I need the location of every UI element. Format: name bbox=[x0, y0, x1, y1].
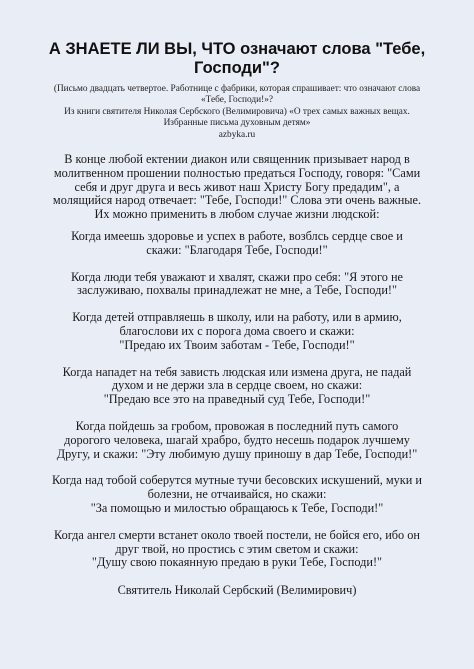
source-note-line: «Тебе, Господи!»? bbox=[201, 95, 273, 106]
paragraph-health bbox=[30, 230, 444, 258]
text-line: заслуживаю, похвалы принадлежат не мне, а Тебе, Господи!" bbox=[76, 283, 398, 298]
text-line: благослови их с порога дома своего и скажи: bbox=[119, 324, 355, 338]
source-note bbox=[30, 84, 444, 141]
paragraph-children bbox=[30, 311, 444, 352]
text-line: молитвенном прошении полностью предаться Господу, говоря: "Сами bbox=[53, 165, 421, 180]
paragraph-temptation bbox=[30, 474, 444, 515]
title-line: Господи"? bbox=[194, 59, 280, 77]
text-line: Когда ангел смерти встанет около твоей постели, не бойся его, ибо он bbox=[53, 527, 421, 542]
page-title bbox=[30, 40, 444, 78]
source-note-line: Избранные письма духовным детям» bbox=[163, 118, 311, 129]
text-line: Когда пойдешь за гробом, провожая в последний путь самого bbox=[75, 418, 399, 433]
source-url: azbyka.ru bbox=[218, 129, 256, 140]
text-line: молящийся народ отвечает: "Тебе, Господи!" Слова эти очень важные. bbox=[52, 193, 422, 208]
text-line: "За помощью и милостью обращаюсь к Тебе, Господи!" bbox=[90, 500, 384, 515]
text-line: "Душу свою покаянную предаю в руки Тебе, Господи!" bbox=[91, 555, 383, 570]
text-line: духом и не держи зла в сердце своем, но скажи: bbox=[111, 378, 363, 393]
text-line: болезни, не отчаивайся, но скажи: bbox=[147, 487, 327, 502]
paragraph-funeral bbox=[30, 420, 444, 461]
text-line: В конце любой ектении диакон или священник призывает народ в bbox=[64, 152, 410, 167]
text-line: "Предаю их Твоим заботам - Тебе, Господи!" bbox=[119, 337, 355, 352]
paragraph-praise bbox=[30, 271, 444, 299]
signature: Святитель Николай Сербский (Велимирович) bbox=[117, 583, 357, 598]
source-note-line: Из книги святителя Николая Сербского (Велимировича) «О трех самых важных вещах. bbox=[64, 106, 410, 117]
text-line: Когда люди тебя уважают и хвалят, скажи про себя: "Я этого не bbox=[70, 269, 404, 284]
text-line: Когда нападет на тебя зависть людская или измена друга, не падай bbox=[62, 364, 412, 379]
title-line: А ЗНАЕТЕ ЛИ ВЫ, ЧТО означают слова "Тебе, bbox=[48, 40, 426, 58]
paragraph-intro bbox=[30, 153, 444, 222]
text-line: Их можно применить в любом случае жизни людской: bbox=[94, 207, 380, 222]
text-line: скажи: "Благодаря Тебе, Господи!" bbox=[146, 242, 328, 257]
source-note-line: (Письмо двадцать четвертое. Работнице с фабрики, которая спрашивает: что означают слова bbox=[53, 84, 421, 94]
text-line: дорогого человека, шагай храбро, будто несешь подарок лучшему bbox=[64, 432, 410, 447]
text-line: себя и друг друга и весь живот наш Христу Богу предадим", а bbox=[74, 179, 400, 194]
text-line: Когда над тобой соберутся мутные тучи бесовских искушений, муки и bbox=[51, 473, 422, 488]
letter-body bbox=[30, 153, 444, 570]
paragraph-death bbox=[30, 529, 444, 570]
text-line: друг твой, но простись с этим светом и скажи: bbox=[115, 541, 359, 556]
text-line: "Предаю все это на праведный суд Тебе, Господи!" bbox=[103, 392, 371, 407]
paragraph-envy bbox=[30, 366, 444, 407]
text-line: Другу, и скажи: "Эту любимую душу приношу в дар Тебе, Господи!" bbox=[56, 446, 418, 461]
text-line: Когда детей отправляешь в школу, или на работу, или в армию, bbox=[72, 310, 402, 325]
text-line: Когда имеешь здоровье и успех в работе, возблсь сердце свое и bbox=[71, 229, 403, 244]
